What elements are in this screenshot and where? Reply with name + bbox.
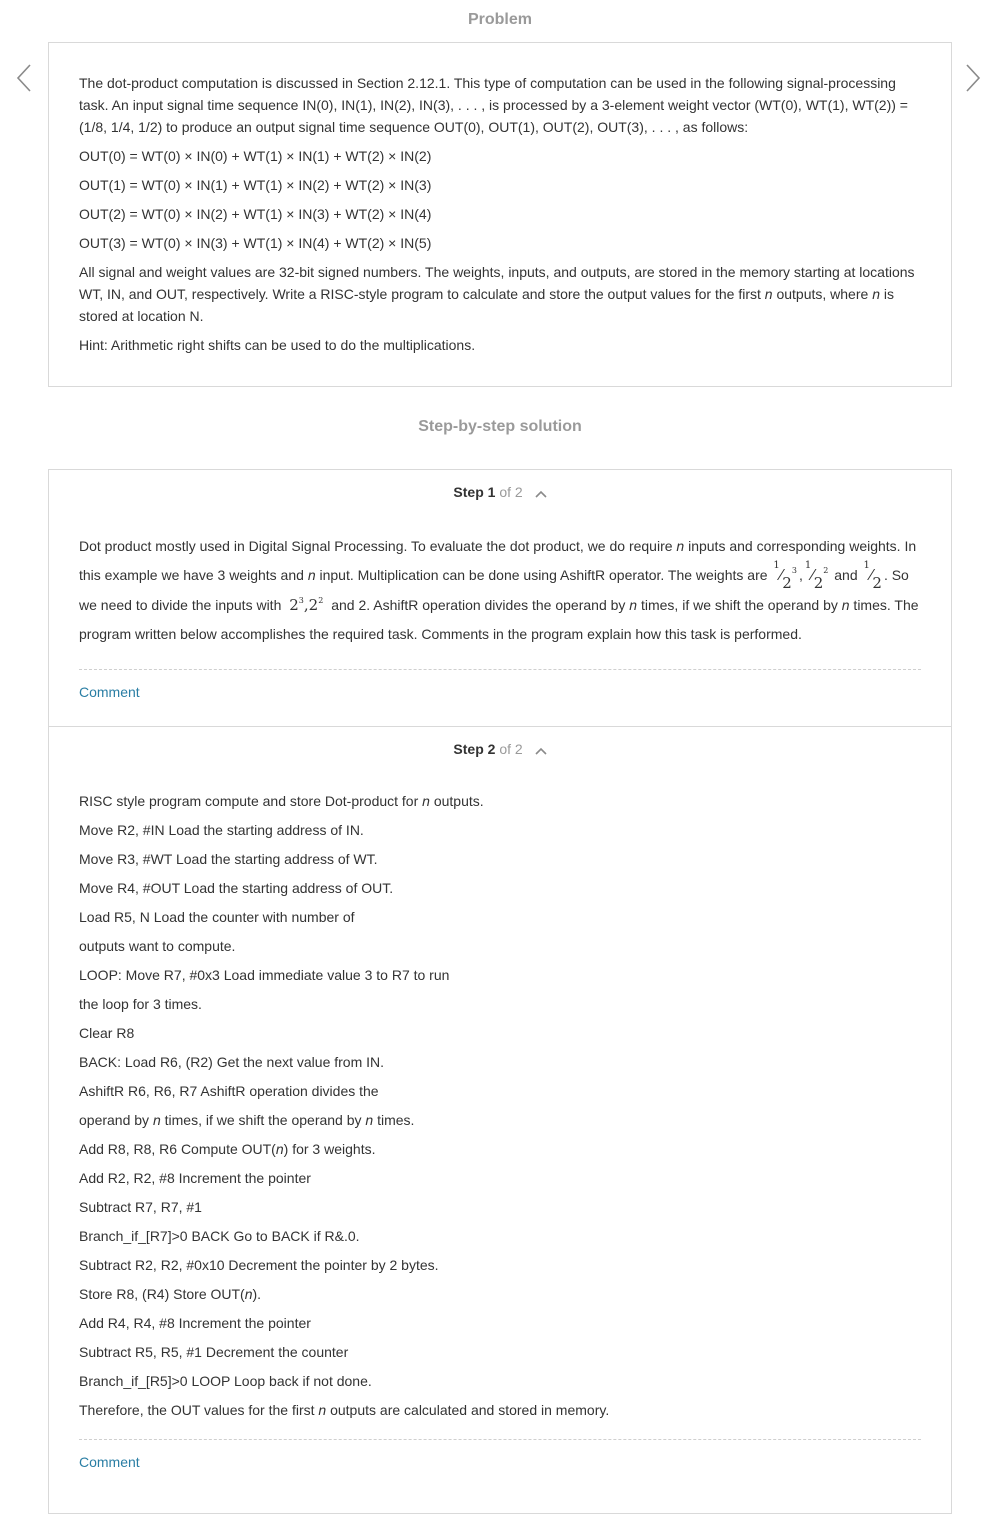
- program-line: Subtract R7, R7, #1: [79, 1199, 202, 1215]
- step-count: of 2: [499, 741, 523, 757]
- comment-link[interactable]: Comment: [79, 1454, 140, 1470]
- program-line: Load R5, N Load the counter with number of: [79, 909, 355, 925]
- comment-link[interactable]: Comment: [79, 684, 140, 700]
- divider: [79, 669, 921, 670]
- program-line: Move R2, #IN Load the starting address of IN.: [79, 822, 364, 838]
- program-line: Add R8, R8, R6 Compute OUT(n) for 3 weights.: [79, 1141, 376, 1157]
- program-line: Move R3, #WT Load the starting address of WT.: [79, 851, 378, 867]
- program-line: Subtract R2, R2, #0x10 Decrement the pointer by 2 bytes.: [79, 1257, 439, 1273]
- problem-card: [48, 42, 952, 387]
- chevron-up-icon[interactable]: [535, 741, 547, 759]
- step-1-body: [49, 505, 951, 647]
- fraction-one-over-two: $^1⁄_2$: [863, 560, 882, 592]
- program-line: Subtract R5, R5, #1 Decrement the counter: [79, 1344, 349, 1360]
- program-line: LOOP: Move R7, #0x3 Load immediate value 3 to R7 to run: [79, 967, 450, 983]
- program-line: Branch_if_[R5]>0 LOOP Loop back if not done.: [79, 1373, 372, 1389]
- fraction-one-over-two-cubed: $^1⁄_2^3$: [773, 560, 797, 592]
- program-line: Add R2, R2, #8 Increment the pointer: [79, 1170, 311, 1186]
- program-line: Move R4, #OUT Load the starting address of OUT.: [79, 880, 394, 896]
- problem-text: [49, 43, 951, 356]
- solution-title: Step-by-step solution: [418, 418, 582, 435]
- next-arrow-icon[interactable]: [963, 62, 985, 94]
- equation-out3: OUT(3) = WT(0) × IN(3) + WT(1) × IN(4) + WT(2) × IN(5): [79, 235, 432, 251]
- program-line: outputs want to compute.: [79, 938, 236, 954]
- program-conclusion: Therefore, the OUT values for the first n outputs are calculated and stored in memory.: [79, 1402, 610, 1418]
- equation-out0: OUT(0) = WT(0) × IN(0) + WT(1) × IN(1) + WT(2) × IN(2): [79, 148, 432, 164]
- program-intro: RISC style program compute and store Dot-product for n outputs.: [79, 793, 484, 809]
- step-label: Step 2: [453, 741, 496, 757]
- divisor-powers: $2^3,2^2$: [289, 596, 324, 614]
- step-1-paragraph: Dot product mostly used in Digital Signal Processing. To evaluate the dot product, we do require n inputs and corresponding weights. In this example we have 3 weights and n input. Multiplication can be done using AshiftR operator. The weights are $^1⁄_2^3$ $,^1⁄_2^2$ and $^1⁄_2$ . So we need to divide the inputs with $2^3,2^2$ and 2. AshiftR operation divides the operand by n times, if we shift the operand by n times. The program written below accomplishes the required task. Comments in the program explain how this task is performed.: [79, 538, 919, 642]
- step-label: Step 1: [453, 484, 496, 500]
- solution-card: [48, 469, 952, 1514]
- step-2: [49, 727, 951, 1513]
- previous-arrow-icon[interactable]: [14, 62, 36, 94]
- step-2-body: [49, 762, 951, 1421]
- program-line: Branch_if_[R7]>0 BACK Go to BACK if R&.0.: [79, 1228, 360, 1244]
- step-1: [49, 470, 951, 727]
- problem-title: Problem: [467, 11, 532, 28]
- step-1-header[interactable]: [49, 470, 951, 505]
- equation-out2: OUT(2) = WT(0) × IN(2) + WT(1) × IN(3) + WT(2) × IN(4): [79, 206, 432, 222]
- program-line: the loop for 3 times.: [79, 996, 202, 1012]
- fraction-one-over-two-squared: $^1⁄_2^2$: [804, 560, 829, 592]
- step-count: of 2: [499, 484, 523, 500]
- program-line: Add R4, R4, #8 Increment the pointer: [79, 1315, 311, 1331]
- step-2-header[interactable]: [49, 727, 951, 762]
- equation-out1: OUT(1) = WT(0) × IN(1) + WT(1) × IN(2) + WT(2) × IN(3): [79, 177, 432, 193]
- program-line: Clear R8: [79, 1025, 135, 1041]
- program-line: Store R8, (R4) Store OUT(n).: [79, 1286, 262, 1302]
- problem-storage-paragraph: All signal and weight values are 32-bit signed numbers. The weights, inputs, and outputs, are stored in the memory starting at locations WT, IN, and OUT, respectively. Write a RISC-style program to calculate and store the output values for the first n outputs, where n is stored at location N.: [79, 264, 915, 324]
- program-line: BACK: Load R6, (R2) Get the next value from IN.: [79, 1054, 385, 1070]
- program-line: AshiftR R6, R6, R7 AshiftR operation divides the: [79, 1083, 379, 1099]
- chevron-up-icon[interactable]: [535, 484, 547, 502]
- problem-intro: The dot-product computation is discussed in Section 2.12.1. This type of computation can be used in the following signal-processing task. An input signal time sequence IN(0), IN(1), IN(2), IN(3), . . . , is processed by a 3-element weight vector (WT(0), WT(1), WT(2)) = (1/8, 1/4, 1/2) to produce an output signal time sequence OUT(0), OUT(1), OUT(2), OUT(3), . . . , as follows:: [79, 75, 908, 135]
- program-line: operand by n times, if we shift the operand by n times.: [79, 1112, 415, 1128]
- divider: [79, 1439, 921, 1440]
- problem-hint: Hint: Arithmetic right shifts can be used to do the multiplications.: [79, 337, 476, 353]
